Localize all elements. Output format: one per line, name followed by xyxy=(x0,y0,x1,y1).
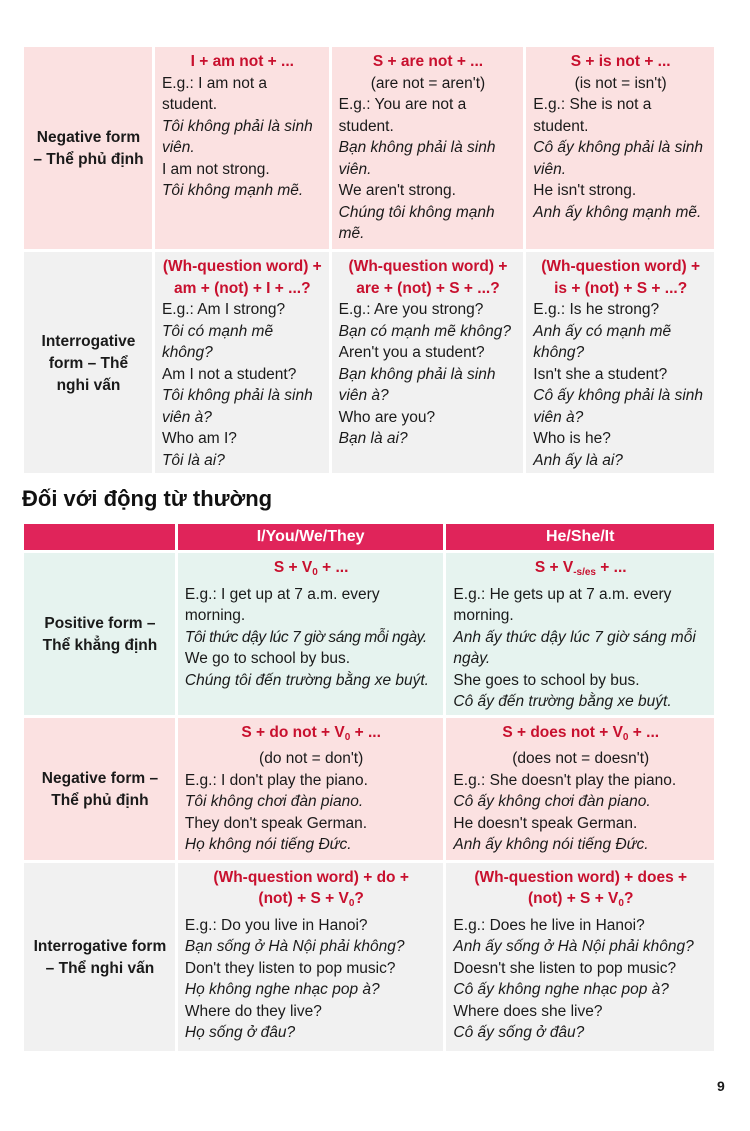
example-vi: Bạn sống ở Hà Nội phải không? xyxy=(184,938,405,955)
cell xyxy=(332,252,524,473)
formula: $S + V_{-s/es}$ + ... xyxy=(534,559,627,578)
row-label: Negative form – Thể phủ định xyxy=(24,47,152,249)
column-header: He/She/It xyxy=(446,524,714,550)
example-en: E.g.: I get up at 7 a.m. every morning. xyxy=(184,585,380,624)
example-vi: Anh ấy không mạnh mẽ. xyxy=(533,203,702,221)
row-label: Negative form – Thể phủ định xyxy=(24,718,175,860)
example-vi: Cô ấy không nghe nhạc pop à? xyxy=(453,981,669,998)
cell xyxy=(155,47,329,249)
example-en: Who are you? xyxy=(338,408,436,426)
header-row xyxy=(24,524,714,550)
example-vi: Tôi là ai? xyxy=(161,451,225,469)
cell xyxy=(178,553,444,715)
example-en: Who am I? xyxy=(161,430,237,447)
cell xyxy=(332,47,524,249)
formula: (Wh-question word) + is + (not) + S + ...? xyxy=(541,258,701,297)
formula: (Wh-question word) + does + xyxy=(474,868,688,886)
example-en: E.g.: You are not a student. xyxy=(338,96,467,135)
table-row xyxy=(24,252,714,473)
example-vi: Tôi không mạnh mẽ. xyxy=(161,182,304,199)
formula: S + does not + $V_0$ + ... xyxy=(502,723,660,743)
example-vi: Anh ấy không nói tiếng Đức. xyxy=(453,836,649,853)
example-vi: Anh ấy có mạnh mẽ không? xyxy=(533,322,672,361)
example-vi: Anh ấy sống ở Hà Nội phải không? xyxy=(453,938,694,955)
example-en: Aren't you a student? xyxy=(338,344,485,361)
example-vi: Bạn không phải là sinh viên à? xyxy=(338,365,496,404)
example-en: We go to school by bus. xyxy=(184,650,351,667)
example-vi: Chúng tôi không mạnh mẽ. xyxy=(338,203,495,242)
formula: I + am not + ... xyxy=(190,53,294,70)
formula: (Wh-question word) + are + (not) + S + ...? xyxy=(348,258,508,297)
example-vi: Tôi không phải là sinh viên à? xyxy=(161,387,313,426)
example-vi: Tôi không chơi đàn piano. xyxy=(184,793,364,810)
example-vi: Cô ấy không phải là sinh viên à? xyxy=(533,387,704,426)
formula: (Wh-question word) + do + xyxy=(213,868,409,886)
example-en: Don't they listen to pop music? xyxy=(184,959,396,977)
cell xyxy=(155,252,329,473)
example-vi: Cô ấy không phải là sinh viên. xyxy=(533,139,704,178)
example-vi: Cô ấy sống ở đâu? xyxy=(453,1024,585,1041)
example-vi: Anh ấy là ai? xyxy=(533,451,623,469)
cell xyxy=(446,553,714,715)
header-corner xyxy=(24,524,175,550)
example-en: He doesn't speak German. xyxy=(453,814,638,832)
example-en: She goes to school by bus. xyxy=(453,671,640,689)
example-en: E.g.: I don't play the piano. xyxy=(184,771,368,789)
row-label: Interrogative form – Thể nghi vấn xyxy=(24,863,175,1051)
example-en: E.g.: Is he strong? xyxy=(533,301,660,318)
contraction-note: (are not = aren't) xyxy=(370,74,486,92)
example-en: E.g.: She is not a student. xyxy=(533,96,652,135)
cell xyxy=(446,863,714,1051)
example-vi: Bạn là ai? xyxy=(338,430,408,447)
example-en: Am I not a student? xyxy=(161,365,297,383)
be-verb-table xyxy=(21,44,717,476)
example-en: E.g.: Does he live in Hanoi? xyxy=(453,916,645,934)
example-vi: Tôi không phải là sinh viên. xyxy=(161,117,313,156)
row-label: Interrogative form – Thể nghi vấn xyxy=(24,252,152,473)
example-en: E.g.: He gets up at 7 a.m. every morning. xyxy=(453,585,672,624)
example-en: Where do they live? xyxy=(184,1002,322,1020)
regular-verb-table xyxy=(21,521,717,1054)
example-en: Where does she live? xyxy=(453,1002,603,1020)
contraction-note: (is not = isn't) xyxy=(574,74,667,92)
cell xyxy=(526,252,714,473)
example-en: E.g.: She doesn't play the piano. xyxy=(453,771,677,789)
example-en: Doesn't she listen to pop music? xyxy=(453,959,677,977)
example-en: We aren't strong. xyxy=(338,182,456,199)
example-en: He isn't strong. xyxy=(533,182,637,199)
example-en: E.g.: Am I strong? xyxy=(161,301,286,318)
formula: S + is not + ... xyxy=(570,53,671,70)
cell xyxy=(178,863,444,1051)
cell xyxy=(526,47,714,249)
example-vi: Bạn không phải là sinh viên. xyxy=(338,139,496,178)
example-en: They don't speak German. xyxy=(184,814,368,832)
formula: (Wh-question word) + am + (not) + I + ...? xyxy=(162,258,322,297)
example-vi: Họ không nói tiếng Đức. xyxy=(184,836,352,853)
example-en: E.g.: I am not a student. xyxy=(161,74,268,113)
formula: $(not) + S + V_0$? xyxy=(258,890,364,909)
formula: $(not) + S + V_0$? xyxy=(527,890,634,909)
contraction-note: (do not = don't) xyxy=(259,750,364,767)
example-en: I am not strong. xyxy=(161,160,270,178)
example-en: Who is he? xyxy=(533,430,611,447)
formula: $S + V_0$ + ... xyxy=(273,559,349,578)
formula: S + do not + $V_0$ + ... xyxy=(241,723,381,743)
cell xyxy=(178,718,444,860)
example-vi: Cô ấy đến trường bằng xe buýt. xyxy=(453,693,672,710)
example-en: E.g.: Are you strong? xyxy=(338,301,484,318)
example-vi: Tôi thức dậy lúc 7 giờ sáng mỗi ngày. xyxy=(184,628,427,646)
example-vi: Tôi có mạnh mẽ không? xyxy=(161,322,274,361)
row-label: Positive form – Thể khẳng định xyxy=(24,553,175,715)
table-row xyxy=(24,718,714,860)
page-number: 9 xyxy=(717,1078,725,1094)
column-header: I/You/We/They xyxy=(178,524,444,550)
formula: S + are not + ... xyxy=(372,53,484,70)
example-vi: Bạn có mạnh mẽ không? xyxy=(338,322,511,340)
example-vi: Họ sống ở đâu? xyxy=(184,1024,296,1041)
example-vi: Anh ấy thức dậy lúc 7 giờ sáng mỗi ngày. xyxy=(453,628,696,667)
cell xyxy=(446,718,714,860)
table-row xyxy=(24,553,714,715)
example-vi: Cô ấy không chơi đàn piano. xyxy=(453,793,651,810)
example-vi: Chúng tôi đến trường bằng xe buýt. xyxy=(184,671,429,689)
section-heading: Đối với động từ thường xyxy=(22,486,273,511)
example-vi: Họ không nghe nhạc pop à? xyxy=(184,981,380,998)
example-en: E.g.: Do you live in Hanoi? xyxy=(184,916,368,934)
table-row xyxy=(24,47,714,249)
table-row xyxy=(24,863,714,1051)
contraction-note: (does not = doesn't) xyxy=(512,750,650,767)
example-en: Isn't she a student? xyxy=(533,365,668,383)
